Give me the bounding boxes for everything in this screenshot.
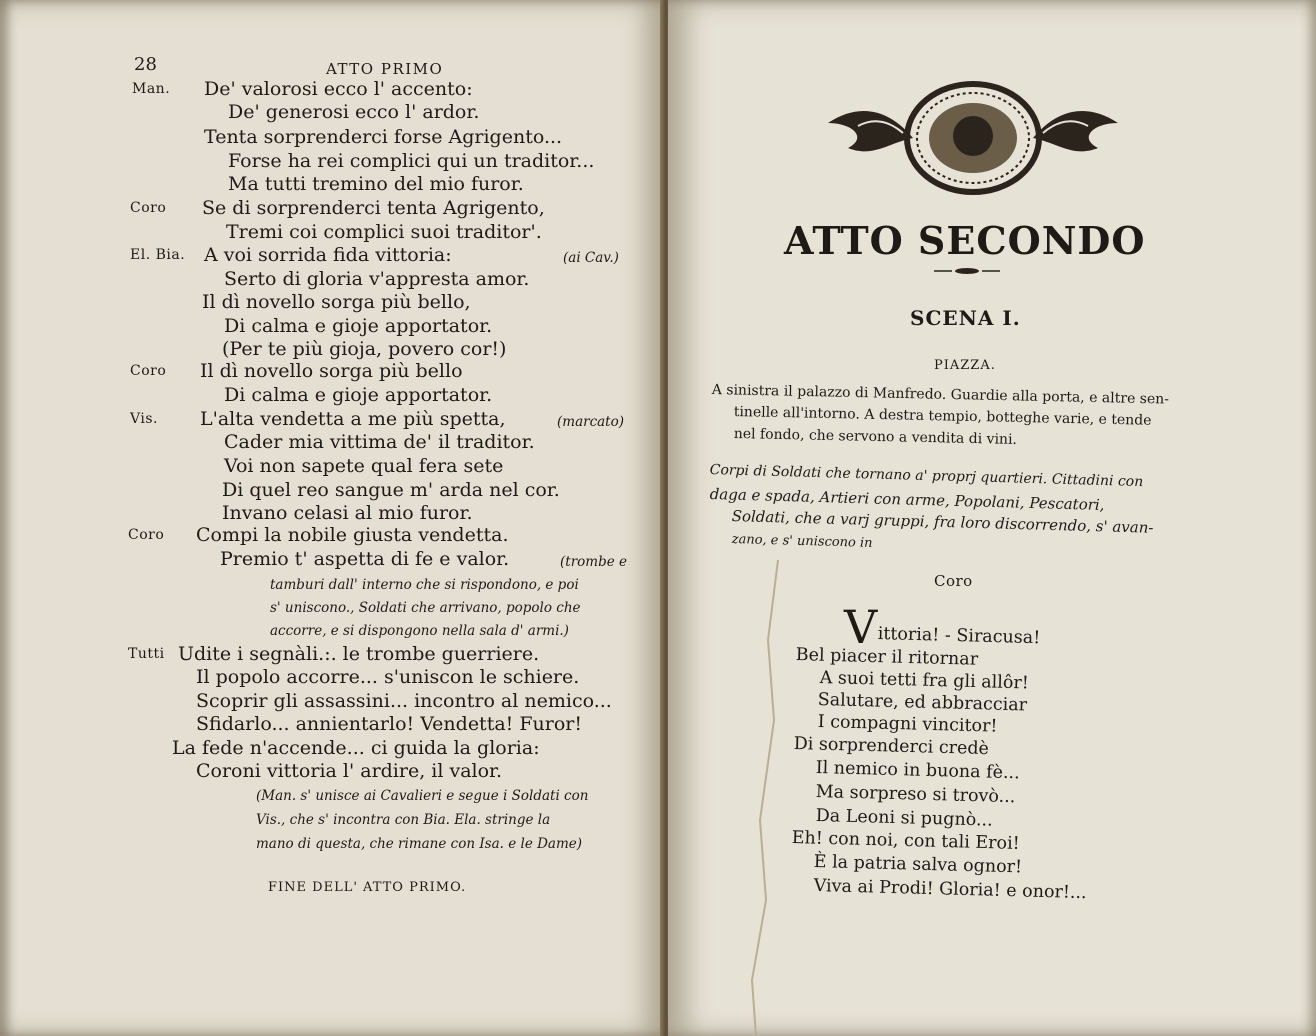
chorus-line: Bel piacer il ritornar [795, 645, 979, 670]
speaker-label: Vis. [130, 411, 158, 427]
speaker-label: El. Bia. [130, 247, 186, 263]
stage-direction: (ai Cav.) [563, 250, 619, 266]
verse-line: De' valorosi ecco l' accento: [204, 78, 473, 100]
speaker-label: Coro [130, 200, 167, 216]
verse-line: Forse ha rei complici qui un traditor... [228, 150, 595, 172]
verse-line: Di calma e gioje apportator. [224, 384, 493, 406]
verse-line: Invano celasi al mio furor. [222, 502, 473, 524]
chorus-line: I compagni vincitor! [817, 712, 998, 737]
page-number: 28 [134, 54, 157, 75]
verse-line: Tenta sorprenderci forse Agrigento... [204, 126, 563, 148]
verse-line: (Per te più gioja, povero cor!) [222, 338, 507, 360]
verse-line: Di quel reo sangue m' arda nel cor. [222, 479, 560, 501]
chorus-line: Di sorprenderci credè [793, 734, 990, 760]
chorus-line: A suoi tetti fra gli allôr! [819, 668, 1030, 694]
stage-direction: Vis., che s' incontra con Bia. Ela. stringe la [256, 812, 551, 828]
ornament-icon [818, 78, 1128, 198]
verse-line: Il popolo accorre... s'uniscon le schiere. [196, 666, 580, 688]
verse-line: Il dì novello sorga più bello, [202, 291, 471, 313]
verse-line: Compi la nobile giusta vendetta. [196, 524, 509, 546]
verse-line: Scoprir gli assassini... incontro al nemico... [196, 690, 612, 712]
verse-line: Udite i segnàli.:. le trombe guerriere. [178, 643, 540, 665]
verse-line: De' generosi ecco l' ardor. [228, 101, 480, 123]
stage-direction: (Man. s' unisce ai Cavalieri e segue i Soldati con [256, 788, 589, 804]
drop-cap: V [844, 600, 878, 654]
speaker-label: Man. [132, 81, 171, 97]
scene-title: SCENA I. [910, 306, 1021, 330]
stage-direction: (trombe e [560, 554, 627, 570]
stage-direction: tamburi dall' interno che si rispondono, e poi [270, 577, 579, 593]
running-head: ATTO PRIMO [326, 60, 444, 78]
action-description: Soldati, che a varj gruppi, fra loro discorrendo, s' avan- [731, 506, 1154, 537]
verse-line: Il dì novello sorga più bello [200, 360, 463, 382]
verse-line: La fede n'accende... ci guida la gloria: [172, 737, 540, 759]
action-description: Corpi di Soldati che tornano a' proprj quartieri. Cittadini con [709, 461, 1144, 491]
setting-description: nel fondo, che servono a vendita di vini. [733, 425, 1018, 448]
stage-direction: s' uniscono., Soldati che arrivano, popolo che [270, 600, 581, 616]
speaker-label: Coro [130, 363, 167, 379]
action-description: daga e spada, Artieri con arme, Popolani, Pescatori, [709, 484, 1105, 515]
stage-direction: accorre, e si dispongono nella sala d' armi.) [270, 623, 569, 639]
chorus-line: Eh! con noi, con tali Eroi! [791, 828, 1020, 854]
page-tear [708, 560, 788, 1036]
verse-line: A voi sorrida fida vittoria: [204, 244, 452, 266]
setting-description: tinelle all'intorno. A destra tempio, botteghe varie, e tende [733, 403, 1152, 429]
verse-line: Sfidarlo... annientarlo! Vendetta! Furor! [196, 713, 582, 735]
verse-line: Se di sorprenderci tenta Agrigento, [202, 197, 545, 219]
speaker-label: Coro [128, 527, 165, 543]
verse-line: Tremi coi complici suoi traditor'. [226, 221, 542, 243]
speaker-label: Tutti [128, 646, 165, 662]
divider-ornament-icon [932, 266, 1002, 276]
end-of-act-note: FINE DELL' ATTO PRIMO. [268, 880, 467, 895]
chorus-label: Coro [934, 572, 973, 590]
verse-line: Coroni vittoria l' ardire, il valor. [196, 760, 503, 782]
chorus-line: Salutare, ed abbracciar [817, 690, 1028, 716]
verse-line: Serto di gloria v'appresta amor. [224, 268, 530, 290]
right-page [668, 0, 1316, 1036]
stage-direction: mano di questa, che rimane con Isa. e le Dame) [256, 836, 583, 852]
verse-line: Di calma e gioje apportator. [224, 315, 493, 337]
verse-line: L'alta vendetta a me più spetta, [200, 408, 506, 430]
verse-line: Ma tutti tremino del mio furor. [228, 173, 524, 195]
verse-line: Premio t' aspetta di fe e valor. [220, 548, 510, 570]
chorus-line: Ma sorpreso si trovò... [815, 782, 1016, 808]
setting-title: PIAZZA. [934, 358, 996, 373]
stage-direction: (marcato) [557, 414, 624, 430]
verse-line: Voi non sapete qual fera sete [224, 455, 504, 477]
act-title: ATTO SECONDO [784, 218, 1146, 263]
chorus-line: È la patria salva ognor! [813, 852, 1023, 878]
setting-description: A sinistra il palazzo di Manfredo. Guardie alla porta, e altre sen- [711, 381, 1170, 408]
verse-line: Cader mia vittima de' il traditor. [224, 431, 535, 453]
chorus-line: ittoria! - Siracusa! [877, 624, 1041, 649]
chorus-line: Il nemico in buona fè... [815, 758, 1020, 784]
action-description: zano, e s' uniscono in [731, 531, 873, 551]
chorus-line: Viva ai Prodi! Gloria! e onor!... [813, 876, 1087, 904]
chorus-line: Da Leoni si pugnò... [815, 806, 993, 831]
